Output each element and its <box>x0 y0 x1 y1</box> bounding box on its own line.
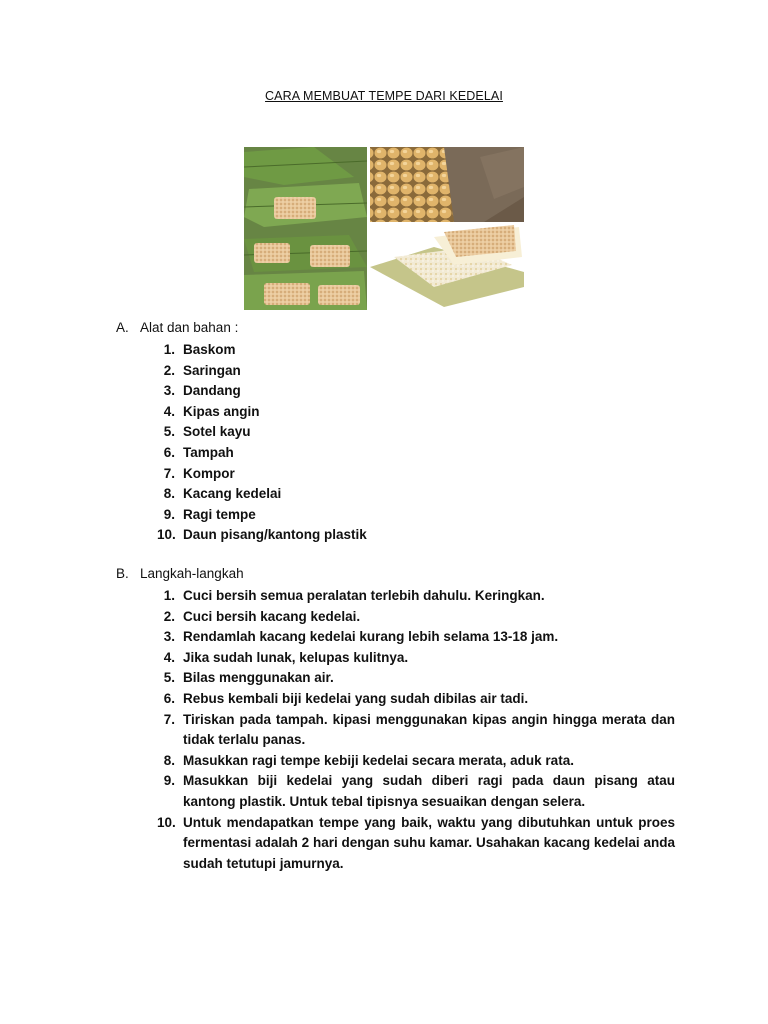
list-number: 5. <box>163 424 175 440</box>
section-a-letter: A. <box>116 320 129 335</box>
page-title: CARA MEMBUAT TEMPE DARI KEDELAI <box>265 89 503 103</box>
list-text: Kacang kedelai <box>183 486 282 502</box>
list-number: 9. <box>163 773 175 789</box>
list-item <box>157 648 675 669</box>
tempe-photo-collage <box>244 147 524 310</box>
list-number: 3. <box>163 629 175 645</box>
list-number: 6. <box>163 690 175 706</box>
section-b-heading <box>116 566 244 581</box>
list-item <box>157 361 677 382</box>
list-item <box>157 340 677 361</box>
list-item <box>157 710 675 751</box>
list-text: Rendamlah kacang kedelai kurang lebih selama 13-18 jam. <box>183 629 559 645</box>
list-text: Baskom <box>183 342 236 357</box>
section-a-title: Alat dan bahan : <box>140 320 239 335</box>
section-b-title: Langkah-langkah <box>140 566 244 581</box>
list-text: Masukkan biji kedelai yang sudah diberi ragi pada daun pisang atau kantong plastik. Untuk tebal tipisnya sesuaikan dengan selera. <box>183 773 675 809</box>
list-number: 4. <box>163 649 175 665</box>
list-text: Tiriskan pada tampah. kipasi menggunakan kipas angin hingga merata dan tidak terlalu panas. <box>183 711 675 748</box>
list-item <box>157 443 677 464</box>
list-item <box>157 422 677 443</box>
steps-list <box>157 586 675 874</box>
list-item <box>157 627 675 648</box>
list-text: Ragi tempe <box>183 506 256 522</box>
list-item <box>157 505 677 526</box>
list-number: 8. <box>163 486 175 502</box>
list-number: 2. <box>163 608 175 624</box>
list-number: 8. <box>163 752 175 768</box>
list-number: 5. <box>163 670 175 686</box>
list-item <box>157 525 677 546</box>
list-text: Cuci bersih semua peralatan terlebih dahulu. Keringkan. <box>183 588 545 603</box>
list-item <box>157 484 677 505</box>
list-number: 7. <box>163 711 175 727</box>
list-number: 1. <box>163 342 175 357</box>
list-number: 6. <box>163 444 175 460</box>
list-text: Untuk mendapatkan tempe yang baik, waktu yang dibutuhkan untuk proes fermentasi adalah 2 hari dengan suhu kamar. Usahakan kacang kedelai anda sudah tetutupi jamurnya. <box>183 814 675 871</box>
list-text: Daun pisang/kantong plastik <box>183 527 367 543</box>
list-text: Jika sudah lunak, kelupas kulitnya. <box>183 649 409 665</box>
list-text: Kipas angin <box>183 403 260 419</box>
list-number: 4. <box>163 403 175 419</box>
tools-list <box>157 340 677 546</box>
list-text: Kompor <box>183 465 235 481</box>
section-b-letter: B. <box>116 566 129 581</box>
list-item <box>157 464 677 485</box>
list-number: 10. <box>157 814 176 830</box>
list-item <box>157 813 675 875</box>
list-item <box>157 586 675 607</box>
list-text: Dandang <box>183 383 241 399</box>
list-item <box>157 381 677 402</box>
list-text: Sotel kayu <box>183 424 251 440</box>
list-item <box>157 689 675 710</box>
list-text: Cuci bersih kacang kedelai. <box>183 608 361 624</box>
section-a-heading <box>116 320 238 335</box>
list-item <box>157 771 675 812</box>
list-number: 10. <box>157 527 176 543</box>
list-text: Rebus kembali biji kedelai yang sudah dibilas air tadi. <box>183 690 529 706</box>
list-number: 2. <box>163 362 175 378</box>
list-number: 1. <box>163 588 175 603</box>
list-item <box>157 402 677 423</box>
list-text: Masukkan ragi tempe kebiji kedelai secara merata, aduk rata. <box>183 752 574 768</box>
list-number: 9. <box>163 506 175 522</box>
list-item <box>157 607 675 628</box>
list-text: Tampah <box>183 444 234 460</box>
list-number: 7. <box>163 465 175 481</box>
list-item <box>157 668 675 689</box>
list-number: 3. <box>163 383 175 399</box>
list-text: Saringan <box>183 362 241 378</box>
list-text: Bilas menggunakan air. <box>183 670 334 686</box>
list-item <box>157 751 675 772</box>
